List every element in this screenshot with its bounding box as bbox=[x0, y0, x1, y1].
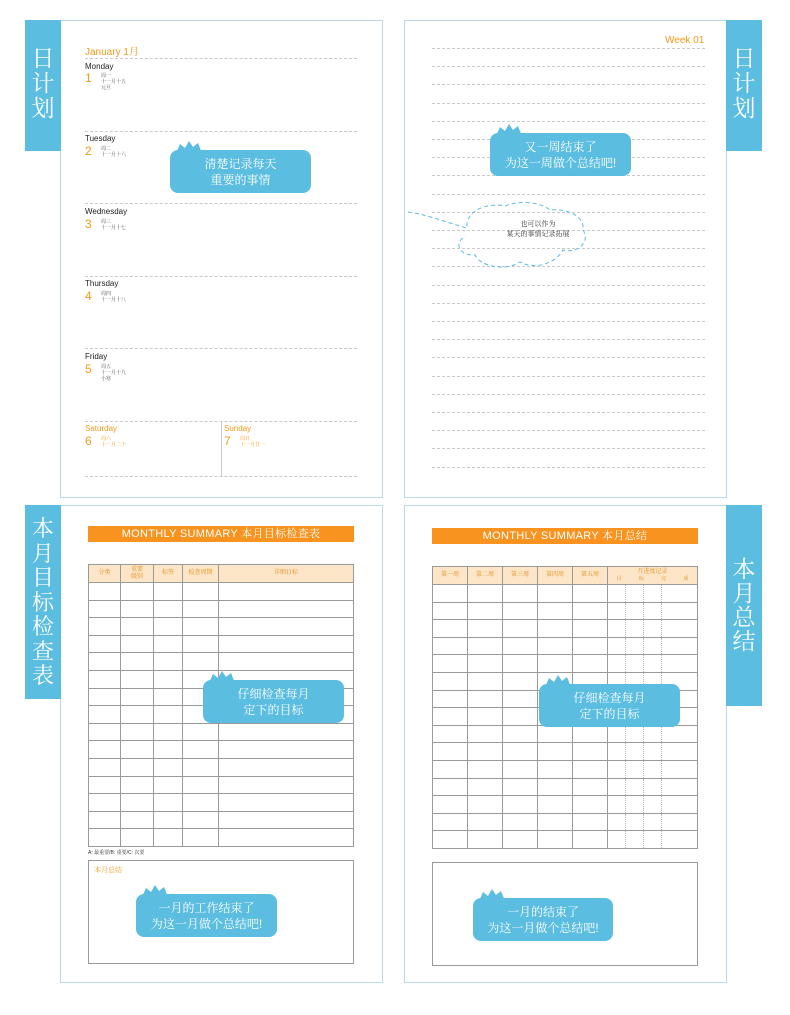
table-cell[interactable] bbox=[433, 655, 468, 673]
table-cell[interactable] bbox=[219, 600, 354, 618]
table-cell[interactable] bbox=[121, 741, 154, 759]
table-cell[interactable] bbox=[503, 743, 538, 761]
ruled-line bbox=[432, 103, 705, 104]
ruled-line bbox=[432, 376, 705, 377]
table-row bbox=[433, 831, 698, 849]
table-row bbox=[89, 794, 354, 812]
table-cell[interactable] bbox=[183, 741, 219, 759]
table-cell[interactable] bbox=[538, 637, 573, 655]
table-cell[interactable] bbox=[121, 776, 154, 794]
importance-legend: A: 最重要/B: 重要/C: 次要 bbox=[88, 850, 145, 856]
table-row bbox=[89, 758, 354, 776]
table-cell[interactable] bbox=[219, 635, 354, 653]
weekend-divider bbox=[221, 422, 222, 476]
table-cell[interactable] bbox=[608, 637, 626, 655]
table-cell[interactable] bbox=[183, 618, 219, 636]
table-cell[interactable] bbox=[608, 778, 626, 796]
ruled-line bbox=[432, 321, 705, 322]
table-row bbox=[433, 620, 698, 638]
table-cell[interactable] bbox=[662, 620, 698, 638]
table-cell[interactable] bbox=[626, 602, 644, 620]
table-cell[interactable] bbox=[154, 794, 183, 812]
table-cell[interactable] bbox=[219, 829, 354, 847]
table-cell[interactable] bbox=[183, 758, 219, 776]
table-cell[interactable] bbox=[154, 829, 183, 847]
table-cell[interactable] bbox=[573, 760, 608, 778]
table-cell[interactable] bbox=[662, 831, 698, 849]
table-cell[interactable] bbox=[538, 620, 573, 638]
table-cell[interactable] bbox=[433, 637, 468, 655]
table-cell[interactable] bbox=[468, 760, 503, 778]
table-cell[interactable] bbox=[503, 655, 538, 673]
table-cell[interactable] bbox=[154, 706, 183, 724]
table-cell[interactable] bbox=[608, 796, 626, 814]
table-cell[interactable] bbox=[154, 670, 183, 688]
day-number: 5 bbox=[85, 362, 92, 376]
month-summary-label: 本月总结 bbox=[94, 867, 122, 874]
table-cell[interactable] bbox=[121, 706, 154, 724]
day-number: 2 bbox=[85, 144, 92, 158]
table-cell[interactable] bbox=[154, 776, 183, 794]
table-cell[interactable] bbox=[183, 583, 219, 601]
table-cell[interactable] bbox=[626, 796, 644, 814]
table-cell[interactable] bbox=[662, 602, 698, 620]
table-cell[interactable] bbox=[626, 637, 644, 655]
table-cell[interactable] bbox=[468, 708, 503, 726]
goal-check-banner: MONTHLY SUMMARY 本月目标检查表 bbox=[88, 526, 354, 542]
table-cell[interactable] bbox=[183, 600, 219, 618]
day-sub: 周二 十一月十六 bbox=[101, 146, 127, 158]
table-cell[interactable] bbox=[468, 743, 503, 761]
table-cell[interactable] bbox=[626, 760, 644, 778]
table-cell[interactable] bbox=[538, 831, 573, 849]
day-sub: 周五 十一月十九 小寒 bbox=[101, 364, 127, 382]
ruled-line bbox=[432, 48, 705, 49]
bubble-notch-icon bbox=[496, 124, 522, 136]
table-cell[interactable] bbox=[662, 637, 698, 655]
table-row bbox=[89, 653, 354, 671]
day-name: Monday bbox=[85, 62, 114, 71]
table-cell[interactable] bbox=[154, 741, 183, 759]
table-cell[interactable] bbox=[626, 585, 644, 603]
table-row bbox=[433, 760, 698, 778]
table-cell[interactable] bbox=[662, 778, 698, 796]
table-cell[interactable] bbox=[89, 618, 121, 636]
ruled-line bbox=[432, 394, 705, 395]
table-cell[interactable] bbox=[662, 760, 698, 778]
table-cell[interactable] bbox=[573, 655, 608, 673]
day-name: Tuesday bbox=[85, 134, 116, 143]
col-header: 标签 bbox=[154, 565, 183, 583]
table-cell[interactable] bbox=[89, 811, 121, 829]
table-cell[interactable] bbox=[468, 620, 503, 638]
table-cell[interactable] bbox=[89, 776, 121, 794]
table-cell[interactable] bbox=[219, 794, 354, 812]
table-cell[interactable] bbox=[608, 813, 626, 831]
ruled-line bbox=[432, 448, 705, 449]
table-cell[interactable] bbox=[468, 655, 503, 673]
month-header: January 1月 bbox=[85, 47, 139, 58]
col-header: 第一周 bbox=[433, 567, 468, 585]
table-cell[interactable] bbox=[468, 796, 503, 814]
day-name: Sunday bbox=[224, 424, 252, 433]
table-row bbox=[433, 655, 698, 673]
table-cell[interactable] bbox=[219, 758, 354, 776]
day-sub: 周六 十一月二十 bbox=[101, 436, 127, 448]
table-cell[interactable] bbox=[608, 620, 626, 638]
table-cell[interactable] bbox=[433, 585, 468, 603]
table-cell[interactable] bbox=[644, 585, 662, 603]
table-cell[interactable] bbox=[219, 776, 354, 794]
table-cell[interactable] bbox=[626, 743, 644, 761]
bubble-notch-icon bbox=[176, 141, 202, 153]
table-row bbox=[433, 778, 698, 796]
table-cell[interactable] bbox=[644, 637, 662, 655]
table-row bbox=[433, 585, 698, 603]
table-cell[interactable] bbox=[538, 778, 573, 796]
table-cell[interactable] bbox=[626, 813, 644, 831]
bubble-notch-icon bbox=[142, 885, 168, 897]
table-cell[interactable] bbox=[503, 831, 538, 849]
table-cell[interactable] bbox=[89, 741, 121, 759]
tip-bubble: 仔细检查每月 定下的目标 bbox=[539, 684, 680, 727]
table-cell[interactable] bbox=[89, 670, 121, 688]
table-cell[interactable] bbox=[154, 758, 183, 776]
table-cell[interactable] bbox=[644, 655, 662, 673]
col-header: 第二周 bbox=[468, 567, 503, 585]
table-cell[interactable] bbox=[433, 743, 468, 761]
table-cell[interactable] bbox=[468, 831, 503, 849]
bubble-notch-icon bbox=[479, 889, 505, 901]
table-cell[interactable] bbox=[644, 602, 662, 620]
table-cell[interactable] bbox=[89, 583, 121, 601]
table-row bbox=[433, 637, 698, 655]
table-row bbox=[89, 618, 354, 636]
col-header: 第五周 bbox=[573, 567, 608, 585]
table-cell[interactable] bbox=[468, 778, 503, 796]
table-cell[interactable] bbox=[219, 653, 354, 671]
table-cell[interactable] bbox=[89, 794, 121, 812]
table-cell[interactable] bbox=[503, 708, 538, 726]
table-cell[interactable] bbox=[503, 602, 538, 620]
table-cell[interactable] bbox=[89, 600, 121, 618]
table-cell[interactable] bbox=[573, 831, 608, 849]
table-row bbox=[89, 600, 354, 618]
table-cell[interactable] bbox=[468, 637, 503, 655]
table-cell[interactable] bbox=[662, 813, 698, 831]
table-cell[interactable] bbox=[626, 655, 644, 673]
table-row bbox=[89, 741, 354, 759]
col-header: 检查周期 bbox=[183, 565, 219, 583]
table-cell[interactable] bbox=[573, 585, 608, 603]
ruled-line bbox=[432, 357, 705, 358]
tab-weekly-plan[interactable]: 日 计 划 bbox=[726, 20, 762, 151]
monthly-summary-banner: MONTHLY SUMMARY 本月总结 bbox=[432, 528, 698, 544]
ruled-line bbox=[432, 303, 705, 304]
table-cell[interactable] bbox=[154, 635, 183, 653]
table-cell[interactable] bbox=[608, 743, 626, 761]
table-cell[interactable] bbox=[608, 585, 626, 603]
table-cell[interactable] bbox=[121, 670, 154, 688]
table-cell[interactable] bbox=[433, 725, 468, 743]
tab-monthly-summary[interactable]: 本 月 总 结 bbox=[726, 505, 762, 706]
table-cell[interactable] bbox=[433, 602, 468, 620]
col-header: 分类 bbox=[89, 565, 121, 583]
table-cell[interactable] bbox=[503, 796, 538, 814]
table-cell[interactable] bbox=[433, 796, 468, 814]
table-row bbox=[89, 811, 354, 829]
bubble-notch-icon bbox=[545, 675, 571, 687]
tip-bubble: 又一周结束了 为这一周做个总结吧! bbox=[490, 133, 631, 176]
table-cell[interactable] bbox=[121, 635, 154, 653]
ruled-line bbox=[432, 84, 705, 85]
table-cell[interactable] bbox=[503, 690, 538, 708]
table-cell[interactable] bbox=[183, 723, 219, 741]
col-header: 第三周 bbox=[503, 567, 538, 585]
table-cell[interactable] bbox=[121, 811, 154, 829]
table-cell[interactable] bbox=[503, 672, 538, 690]
day-sub: 周三 十一月十七 bbox=[101, 219, 127, 231]
table-cell[interactable] bbox=[644, 725, 662, 743]
progress-header: 月进度记录 目 标 完 成 bbox=[608, 567, 698, 585]
table-cell[interactable] bbox=[538, 743, 573, 761]
table-cell[interactable] bbox=[573, 620, 608, 638]
table-cell[interactable] bbox=[644, 620, 662, 638]
tip-bubble: 清楚记录每天 重要的事情 bbox=[170, 150, 311, 193]
table-cell[interactable] bbox=[121, 829, 154, 847]
table-cell[interactable] bbox=[121, 618, 154, 636]
table-cell[interactable] bbox=[219, 741, 354, 759]
table-cell[interactable] bbox=[608, 655, 626, 673]
table-cell[interactable] bbox=[503, 585, 538, 603]
day-number: 4 bbox=[85, 289, 92, 303]
day-number: 6 bbox=[85, 434, 92, 448]
table-cell[interactable] bbox=[89, 688, 121, 706]
table-row bbox=[433, 602, 698, 620]
table-cell[interactable] bbox=[468, 602, 503, 620]
table-cell[interactable] bbox=[121, 794, 154, 812]
table-row bbox=[433, 725, 698, 743]
table-cell[interactable] bbox=[626, 778, 644, 796]
table-cell[interactable] bbox=[89, 723, 121, 741]
table-cell[interactable] bbox=[608, 725, 626, 743]
table-cell[interactable] bbox=[608, 760, 626, 778]
table-cell[interactable] bbox=[503, 778, 538, 796]
table-cell[interactable] bbox=[154, 688, 183, 706]
table-cell[interactable] bbox=[662, 655, 698, 673]
table-cell[interactable] bbox=[433, 778, 468, 796]
table-cell[interactable] bbox=[644, 760, 662, 778]
table-cell[interactable] bbox=[662, 743, 698, 761]
table-cell[interactable] bbox=[183, 776, 219, 794]
day-name: Wednesday bbox=[85, 207, 128, 216]
table-cell[interactable] bbox=[538, 760, 573, 778]
table-cell[interactable] bbox=[219, 811, 354, 829]
table-cell[interactable] bbox=[121, 600, 154, 618]
table-cell[interactable] bbox=[154, 583, 183, 601]
cloud-note-text: 也可以作为 某天的事情记录拓展 bbox=[506, 221, 570, 238]
day-name: Saturday bbox=[85, 424, 118, 433]
col-header: 重要 级别 bbox=[121, 565, 154, 583]
ruled-line bbox=[432, 412, 705, 413]
day-name: Thursday bbox=[85, 279, 119, 288]
day-number: 7 bbox=[224, 434, 231, 448]
table-cell[interactable] bbox=[573, 602, 608, 620]
table-cell[interactable] bbox=[89, 653, 121, 671]
table-cell[interactable] bbox=[154, 600, 183, 618]
tip-bubble: 一月的结束了 为这一月做个总结吧! bbox=[473, 898, 613, 941]
table-cell[interactable] bbox=[433, 690, 468, 708]
week-header: Week 01 bbox=[665, 35, 705, 46]
table-cell[interactable] bbox=[644, 831, 662, 849]
table-cell[interactable] bbox=[433, 831, 468, 849]
table-cell[interactable] bbox=[183, 829, 219, 847]
table-cell[interactable] bbox=[468, 690, 503, 708]
table-cell[interactable] bbox=[573, 725, 608, 743]
table-cell[interactable] bbox=[154, 653, 183, 671]
ruled-line bbox=[432, 194, 705, 195]
table-cell[interactable] bbox=[644, 778, 662, 796]
table-cell[interactable] bbox=[538, 602, 573, 620]
day-sub: 周一 十一月十五 元旦 bbox=[101, 73, 127, 91]
table-cell[interactable] bbox=[183, 794, 219, 812]
table-cell[interactable] bbox=[433, 708, 468, 726]
table-cell[interactable] bbox=[219, 583, 354, 601]
ruled-line bbox=[432, 285, 705, 286]
table-cell[interactable] bbox=[468, 585, 503, 603]
table-cell[interactable] bbox=[468, 813, 503, 831]
table-cell[interactable] bbox=[538, 796, 573, 814]
table-cell[interactable] bbox=[89, 706, 121, 724]
table-cell[interactable] bbox=[608, 602, 626, 620]
table-cell[interactable] bbox=[644, 743, 662, 761]
ruled-line bbox=[432, 66, 705, 67]
table-cell[interactable] bbox=[433, 672, 468, 690]
table-cell[interactable] bbox=[573, 778, 608, 796]
table-cell[interactable] bbox=[538, 725, 573, 743]
table-cell[interactable] bbox=[433, 760, 468, 778]
table-cell[interactable] bbox=[573, 743, 608, 761]
table-cell[interactable] bbox=[89, 635, 121, 653]
table-cell[interactable] bbox=[433, 813, 468, 831]
table-cell[interactable] bbox=[503, 620, 538, 638]
table-cell[interactable] bbox=[644, 796, 662, 814]
table-cell[interactable] bbox=[662, 796, 698, 814]
day-sub: 周日 十一月廿一 bbox=[240, 436, 266, 448]
table-row bbox=[89, 583, 354, 601]
table-cell[interactable] bbox=[644, 813, 662, 831]
table-cell[interactable] bbox=[183, 653, 219, 671]
table-cell[interactable] bbox=[219, 723, 354, 741]
table-row bbox=[433, 796, 698, 814]
table-cell[interactable] bbox=[608, 831, 626, 849]
table-cell[interactable] bbox=[626, 620, 644, 638]
table-cell[interactable] bbox=[183, 635, 219, 653]
ruled-line bbox=[432, 121, 705, 122]
day-sub: 周四 十一月十八 bbox=[101, 291, 127, 303]
table-cell[interactable] bbox=[121, 688, 154, 706]
table-cell[interactable] bbox=[538, 655, 573, 673]
bubble-notch-icon bbox=[209, 671, 235, 683]
ruled-line bbox=[432, 339, 705, 340]
table-cell[interactable] bbox=[573, 796, 608, 814]
ruled-line bbox=[432, 430, 705, 431]
table-cell[interactable] bbox=[154, 618, 183, 636]
table-cell[interactable] bbox=[503, 760, 538, 778]
table-cell[interactable] bbox=[626, 725, 644, 743]
table-row bbox=[89, 829, 354, 847]
day-number: 1 bbox=[85, 71, 92, 85]
tab-daily-plan[interactable]: 日 计 划 bbox=[25, 20, 61, 151]
day-number: 3 bbox=[85, 217, 92, 231]
table-row bbox=[89, 635, 354, 653]
table-cell[interactable] bbox=[89, 829, 121, 847]
table-cell[interactable] bbox=[573, 813, 608, 831]
day-name: Friday bbox=[85, 352, 108, 361]
col-header: 第四周 bbox=[538, 567, 573, 585]
table-cell[interactable] bbox=[573, 637, 608, 655]
table-cell[interactable] bbox=[154, 811, 183, 829]
table-cell[interactable] bbox=[121, 723, 154, 741]
table-cell[interactable] bbox=[538, 813, 573, 831]
table-row bbox=[433, 743, 698, 761]
table-cell[interactable] bbox=[662, 725, 698, 743]
table-cell[interactable] bbox=[433, 620, 468, 638]
tip-bubble: 仔细检查每月 定下的目标 bbox=[203, 680, 344, 723]
col-header: 详细目标 bbox=[219, 565, 354, 583]
table-row bbox=[89, 776, 354, 794]
table-cell[interactable] bbox=[154, 723, 183, 741]
tip-bubble: 一月的工作结束了 为这一月做个总结吧! bbox=[136, 894, 277, 937]
table-cell[interactable] bbox=[468, 725, 503, 743]
ruled-line bbox=[432, 467, 705, 468]
table-cell[interactable] bbox=[662, 585, 698, 603]
tab-monthly-goal-check[interactable]: 本 月 目 标 检 查 表 bbox=[25, 505, 61, 699]
table-cell[interactable] bbox=[219, 618, 354, 636]
table-cell[interactable] bbox=[503, 725, 538, 743]
table-cell[interactable] bbox=[626, 831, 644, 849]
table-cell[interactable] bbox=[89, 758, 121, 776]
table-row bbox=[89, 723, 354, 741]
table-cell[interactable] bbox=[538, 585, 573, 603]
table-cell[interactable] bbox=[468, 672, 503, 690]
table-row bbox=[433, 813, 698, 831]
table-cell[interactable] bbox=[121, 653, 154, 671]
table-cell[interactable] bbox=[503, 813, 538, 831]
table-cell[interactable] bbox=[121, 758, 154, 776]
table-cell[interactable] bbox=[183, 811, 219, 829]
table-cell[interactable] bbox=[121, 583, 154, 601]
table-cell[interactable] bbox=[503, 637, 538, 655]
